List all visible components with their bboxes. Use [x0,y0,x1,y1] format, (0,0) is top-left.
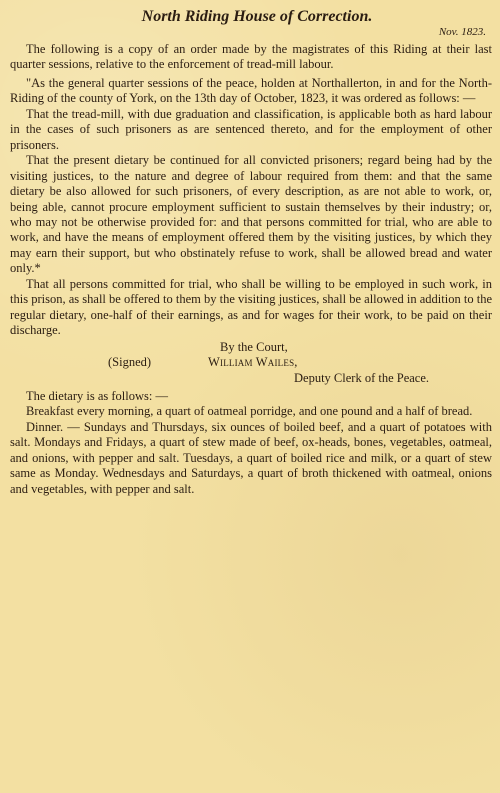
signature-line [10,355,492,370]
dinner-paragraph: Dinner. — Sundays and Thursdays, six ounces of boiled beef, and a quart of potatoes with salt. Mondays and Fridays, a quart of stew made of beef, ox-heads, bones, vegetables, oatmeal, and onions, with pepper and salt. Tuesdays, a quart of boiled rice and milk, or a quart of stew same as Monday. Wednesdays and Saturdays, a quart of broth thickened with oatmeal, onions and vegetables, with pepper and salt. [10,419,492,496]
document-date: Nov. 1823. [438,26,486,38]
dietary-order-paragraph: That the present dietary be continued for all convicted prisoners; regard being had by the visiting justices, to the nature and degree of labour required from them: and that the same dietary be also allowed for such prisoners, of every description, as are not able to work, or, being able, cannot procure employment sufficient to sustain themselves by their industry; or, who may not be otherwise provided for: and that persons committed for trial, who are able to work, and have the means of employment offered them by the visiting justices, by which they may earn their support, but who obstinately refuse to work, shall be allowed bread and water only.* [10,153,492,276]
document-title: North Riding House of Correction. [141,8,373,25]
breakfast-paragraph: Breakfast every morning, a quart of oatmeal porridge, and one pound and a half of bread. [26,404,473,419]
clerk-title: Deputy Clerk of the Peace. [294,370,430,385]
signed-label: (Signed) [108,355,152,370]
dietary-intro-paragraph: The dietary is as follows: — [26,388,168,403]
by-court-line: By the Court, [220,339,288,354]
intro-paragraph: The following is a copy of an order made by the magistrates of this Riding at their last quarter sessions, relative to the enforcement of tread-mill labour. [10,42,492,72]
signature-block [10,340,492,386]
earnings-order-paragraph: That all persons committed for trial, who shall be willing to be employed in such work, in this prison, as shall be offered to them by the visiting justices, shall be allowed in addition to the regular dietary, one-half of their earnings, as and for wages for their work, to be paid on their discharge. [10,276,492,338]
treadmill-order-paragraph: That the tread-mill, with due graduation and classification, is applicable both as hard labour in the cases of such prisoners as are sentenced thereto, and for the employment of other prisoners. [10,106,492,152]
order-opening-paragraph: "As the general quarter sessions of the peace, holden at Northallerton, in and for the North-Riding of the county of York, on the 13th day of October, 1823, it was ordered as follows: — [10,75,492,106]
clerk-name: William Wailes, [208,355,298,370]
